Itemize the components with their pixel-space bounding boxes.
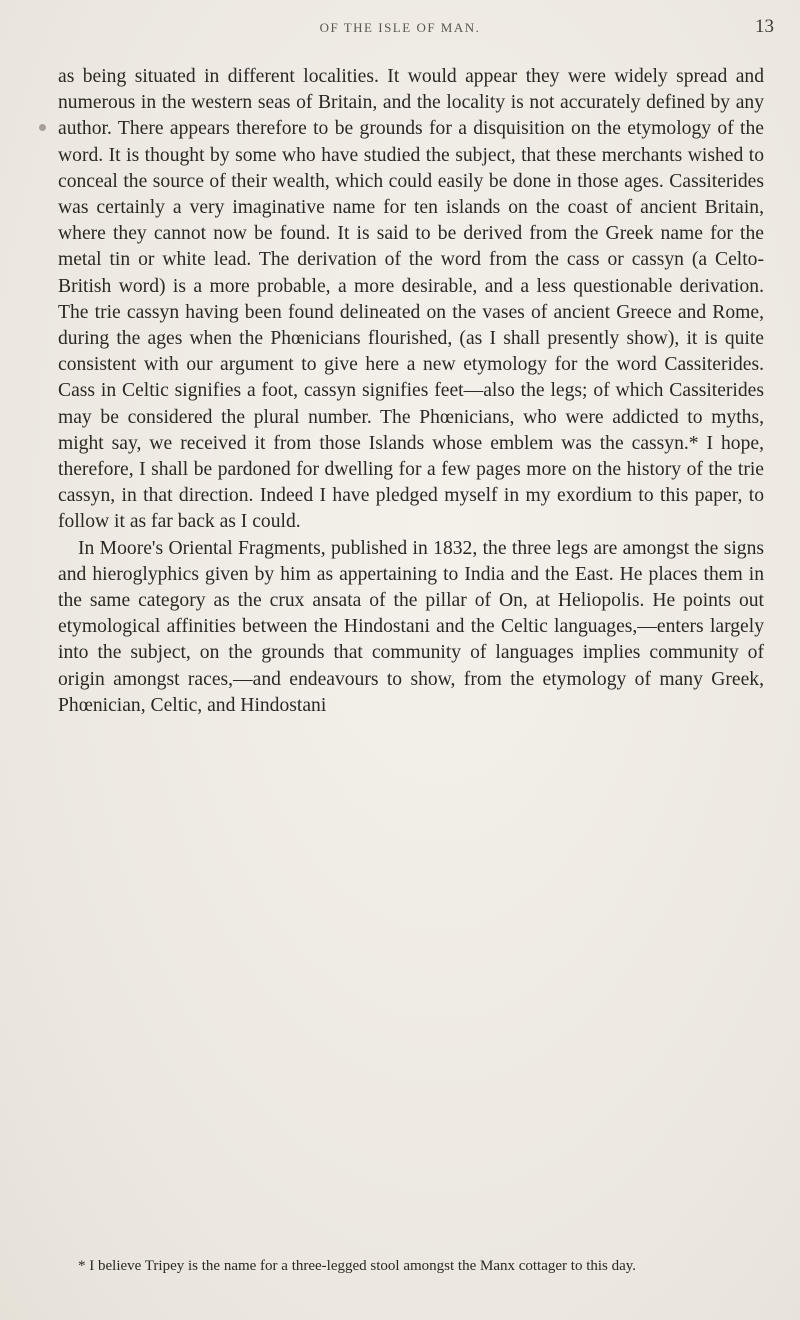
- body-text: [58, 64, 764, 719]
- page-number: 13: [755, 16, 774, 37]
- footnote: * I believe Tripey is the name for a three-legged stool amongst the Manx cottager to this day.: [78, 1258, 637, 1274]
- paragraph-1: as being situated in different localities. It would appear they were widely spread and numerous in the western seas of Britain, and the locality is not accurately defined by any author. There appears therefore to be grounds for a disquisition on the etymology of the word. It is thought by some who have studied the subject, that these merchants wished to conceal the source of their wealth, which could easily be done in those ages. Cassiterides was certainly a very imaginative name for ten islands on the coast of ancient Britain, where they cannot now be found. It is said to be derived from the Greek name for the metal tin or white lead. The derivation of the word from the cass or cassyn (a Celto-British word) is a more probable, a more desirable, and a less questionable derivation. The trie cassyn having been found delineated on the vases of ancient Greece and Rome, during the ages when the Phœnicians flourished, (as I shall presently show), it is quite consistent with our argument to give here a new etymology for the word Cassiterides. Cass in Celtic signifies a foot, cassyn signifies feet—also the legs; of which Cassiterides may be considered the plural number. The Phœnicians, who were addicted to myths, might say, we received it from those Islands whose emblem was the cassyn.* I hope, therefore, I shall be pardoned for dwelling for a few pages more on the history of the trie cassyn, in that direction. Indeed I have pledged myself in my exordium to this paper, to follow it as far back as I could.: [58, 66, 764, 533]
- paragraph-2: In Moore's Oriental Fragments, published in 1832, the three legs are amongst the signs and hieroglyphics given by him as appertaining to India and the East. He places them in the same category as the crux ansata of the pillar of On, at Heliopolis. He points out etymological affinities between the Hindostani and the Celtic languages,—enters largely into the subject, on the grounds that community of languages implies community of origin amongst races,—and endeavours to show, from the etymology of many Greek, Phœnician, Celtic, and Hindostani: [58, 537, 764, 716]
- ink-spot: [39, 124, 46, 131]
- running-title: OF THE ISLE OF MAN.: [319, 20, 481, 35]
